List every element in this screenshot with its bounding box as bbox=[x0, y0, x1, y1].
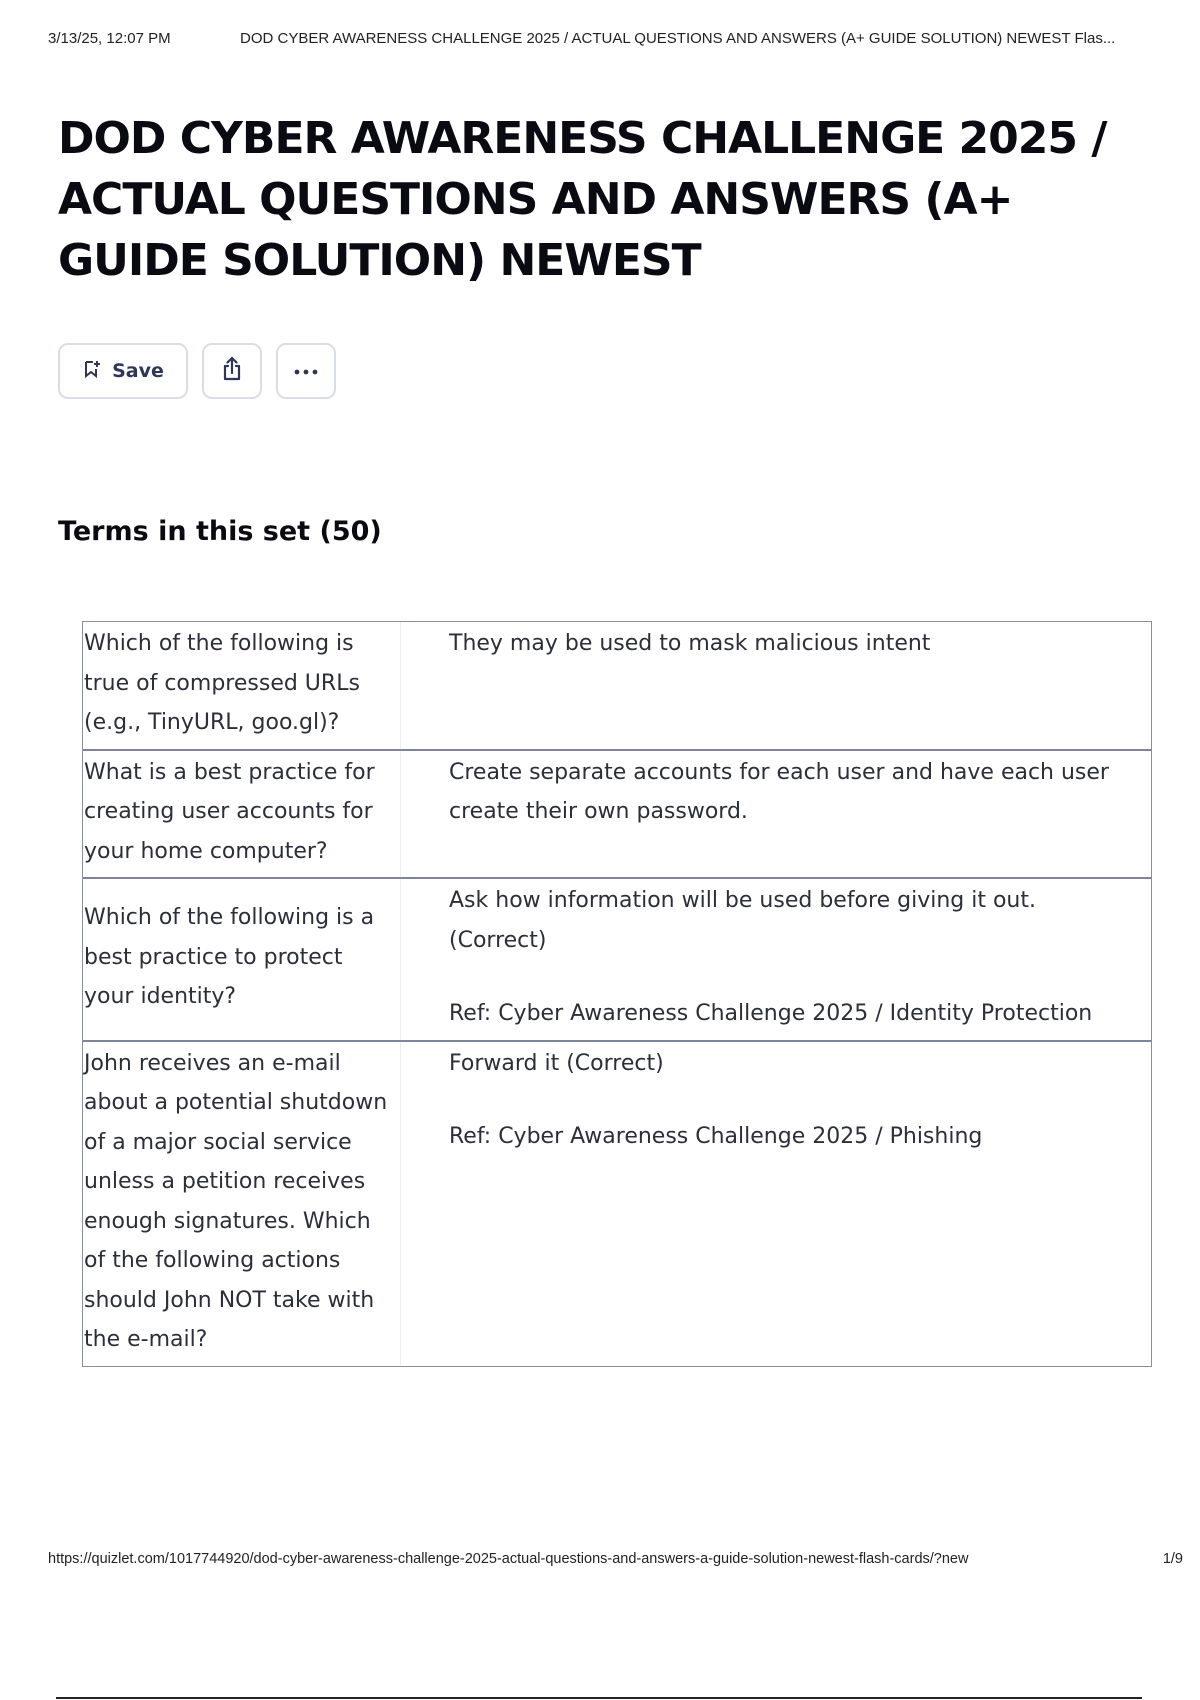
term-row bbox=[83, 622, 1151, 749]
definition-line: Create separate accounts for each user and have each user create their own password. bbox=[449, 759, 1116, 824]
term-text: Which of the following is a best practice to protect your identity? bbox=[84, 905, 375, 1009]
definition-line bbox=[449, 1083, 1131, 1117]
more-horizontal-icon bbox=[291, 360, 321, 382]
print-doc-title: DOD CYBER AWARENESS CHALLENGE 2025 / ACTUAL QUESTIONS AND ANSWERS (A+ GUIDE SOLUTION) NEWEST Flas... bbox=[240, 30, 1116, 47]
print-header bbox=[48, 30, 1188, 47]
term-text: John receives an e-mail about a potential shutdown of a major social service unless a petition receives enough signatures. Which of the following actions should John NOT take with the e-mail? bbox=[84, 1050, 388, 1352]
bookmark-plus-icon bbox=[82, 359, 102, 384]
share-icon bbox=[217, 354, 247, 389]
terms-table bbox=[82, 621, 1152, 1367]
page-number: 1/9 bbox=[1162, 1551, 1183, 1567]
save-button-label: Save bbox=[112, 360, 164, 382]
more-options-button[interactable] bbox=[276, 343, 336, 399]
share-button[interactable] bbox=[202, 343, 262, 399]
terms-heading: Terms in this set (50) bbox=[58, 516, 382, 547]
definition-line: Forward it (Correct) bbox=[449, 1050, 664, 1076]
definition-line bbox=[449, 960, 1131, 994]
definition-line: Ask how information will be used before giving it out. (Correct) bbox=[449, 888, 1043, 953]
term-cell bbox=[83, 879, 401, 1040]
definition-line: Ref: Cyber Awareness Challenge 2025 / Phishing bbox=[449, 1124, 983, 1149]
term-text: What is a best practice for creating user accounts for your home computer? bbox=[84, 759, 375, 864]
definition-cell bbox=[401, 879, 1151, 1040]
print-datetime: 3/13/25, 12:07 PM bbox=[48, 30, 171, 47]
term-row bbox=[83, 877, 1151, 1040]
term-row bbox=[83, 1040, 1151, 1366]
definition-line: Ref: Cyber Awareness Challenge 2025 / Identity Protection bbox=[449, 1001, 1093, 1026]
set-actions bbox=[58, 343, 336, 399]
term-cell bbox=[83, 751, 401, 878]
term-cell bbox=[83, 622, 401, 749]
page-title: DOD CYBER AWARENESS CHALLENGE 2025 / ACTUAL QUESTIONS AND ANSWERS (A+ GUIDE SOLUTION) NEWEST bbox=[58, 113, 1107, 286]
save-button[interactable] bbox=[58, 343, 188, 399]
term-text: Which of the following is true of compressed URLs (e.g., TinyURL, goo.gl)? bbox=[84, 631, 360, 735]
definition-cell bbox=[401, 622, 1151, 749]
page-bottom-rule bbox=[56, 1697, 1142, 1699]
term-cell bbox=[83, 1042, 401, 1366]
print-footer bbox=[48, 1551, 1183, 1567]
definition-line: They may be used to mask malicious intent bbox=[449, 631, 931, 656]
print-url: https://quizlet.com/1017744920/dod-cyber-awareness-challenge-2025-actual-questions-and-answers-a-guide-solution-newest-flash-cards/?new bbox=[48, 1551, 969, 1567]
definition-cell bbox=[401, 1042, 1151, 1366]
term-row bbox=[83, 749, 1151, 878]
definition-cell bbox=[401, 751, 1151, 878]
